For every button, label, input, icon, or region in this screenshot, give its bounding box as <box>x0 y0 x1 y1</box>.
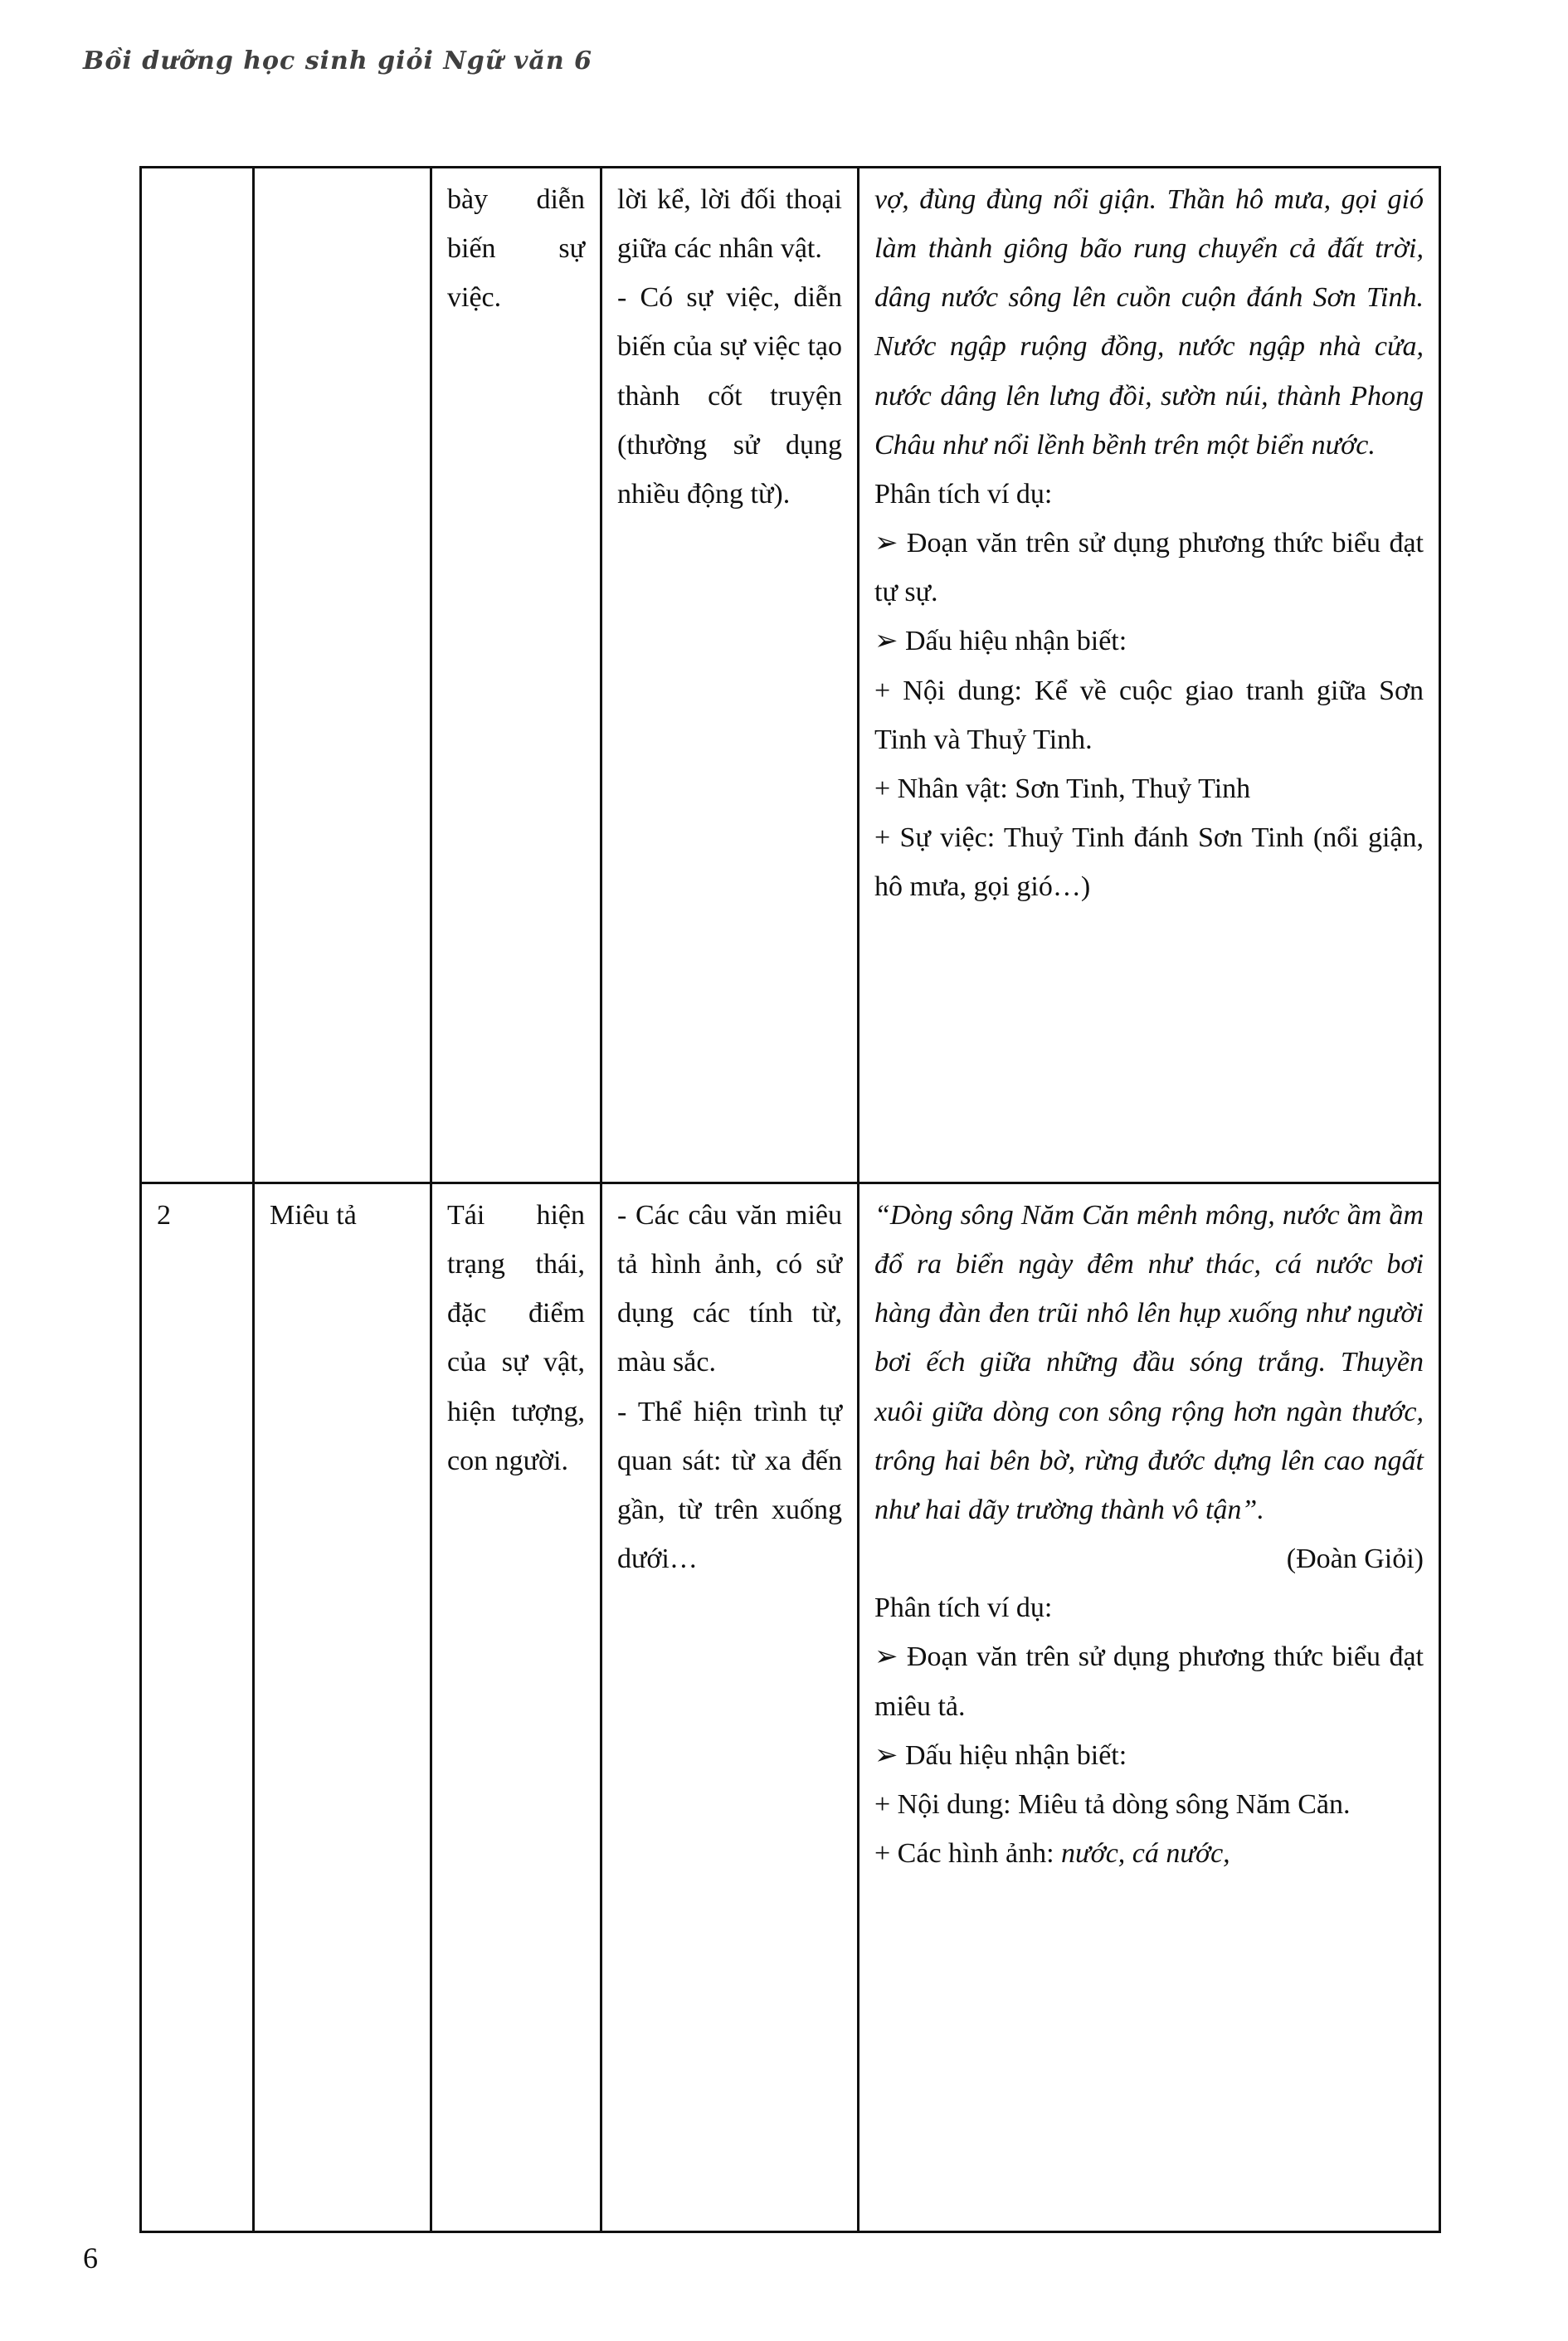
paragraph: - Các câu văn miêu tả hình ảnh, có sử dụng các tính từ, màu sắc. <box>617 1200 842 1378</box>
paragraph: + Nội dung: Miêu tả dòng sông Năm Căn. <box>874 1788 1351 1820</box>
expression-methods-table <box>139 166 1441 2233</box>
text-run: nước, cá nước, <box>1061 1838 1230 1870</box>
text-run: + Các hình ảnh: <box>874 1838 1062 1870</box>
concept-cell <box>431 1183 601 2232</box>
paragraph: + Nội dung: Kể về cuộc giao tranh giữa Sơn Tinh và Thuỷ Tinh. <box>874 675 1424 755</box>
paragraph: - Có sự việc, diễn biến của sự việc tạo thành cốt truyện (thường sử dụng nhiều động từ). <box>617 282 842 510</box>
paragraph: (Đoàn Giỏi) <box>1286 1544 1424 1575</box>
paragraph: vợ, đùng đùng nổi giận. Thần hô mưa, gọi gió làm thành giông bão rung chuyển cả đất trời, dâng nước sông lên cuồn cuộn đánh Sơn Tinh. Nước ngập ruộng đồng, nước ngập nhà cửa, nước dâng lên lưng đồi, sườn núi, thành Phong Châu như nổi lềnh bềnh trên một biển nước. <box>874 184 1424 461</box>
paragraph: ➢ Đoạn văn trên sử dụng phương thức biểu đạt tự sự. <box>874 528 1424 608</box>
method-name-cell <box>254 168 431 1183</box>
paragraph: ➢ Dấu hiệu nhận biết: <box>874 626 1127 657</box>
concept-cell <box>431 168 601 1183</box>
paragraph: Phân tích ví dụ: <box>874 1592 1053 1624</box>
paragraph: bày diễn biến sự việc. <box>447 184 585 314</box>
page-number: 6 <box>83 2241 98 2275</box>
example-cell <box>859 1183 1440 2232</box>
paragraph: - Thể hiện trình tự quan sát: từ xa đến gần, từ trên xuống dưới… <box>617 1396 842 1575</box>
row-number-cell <box>141 168 254 1183</box>
method-name-cell: Miêu tả <box>254 1183 431 2232</box>
paragraph: + Sự việc: Thuỷ Tinh đánh Sơn Tinh (nổi giận, hô mưa, gọi gió…) <box>874 822 1424 903</box>
table-row <box>141 1183 1440 2232</box>
row-number-cell: 2 <box>141 1183 254 2232</box>
paragraph: ➢ Đoạn văn trên sử dụng phương thức biểu đạt miêu tả. <box>874 1641 1424 1722</box>
signs-cell <box>601 168 859 1183</box>
table-row <box>141 168 1440 1183</box>
paragraph: lời kể, lời đối thoại giữa các nhân vật. <box>617 184 842 265</box>
example-cell <box>859 168 1440 1183</box>
paragraph <box>874 1829 1424 1878</box>
paragraph: + Nhân vật: Sơn Tinh, Thuỷ Tinh <box>874 773 1251 804</box>
paragraph: Tái hiện trạng thái, đặc điểm của sự vật, hiện tượng, con người. <box>447 1200 585 1476</box>
paragraph: Phân tích ví dụ: <box>874 478 1053 510</box>
paragraph: ➢ Dấu hiệu nhận biết: <box>874 1739 1127 1771</box>
signs-cell <box>601 1183 859 2232</box>
paragraph: “Dòng sông Năm Căn mênh mông, nước ầm ầm đổ ra biển ngày đêm như thác, cá nước bơi hàng đàn đen trũi nhô lên hụp xuống như người bơi ếch giữa những đầu sóng trắng. Thuyền xuôi giữa dòng con sông rộng hơn ngàn thước, trông hai bên bờ, rừng đước dựng lên cao ngất như hai dãy trường thành vô tận”. <box>874 1200 1424 1525</box>
book-title: Bồi dưỡng học sinh giỏi Ngữ văn 6 <box>83 46 593 76</box>
